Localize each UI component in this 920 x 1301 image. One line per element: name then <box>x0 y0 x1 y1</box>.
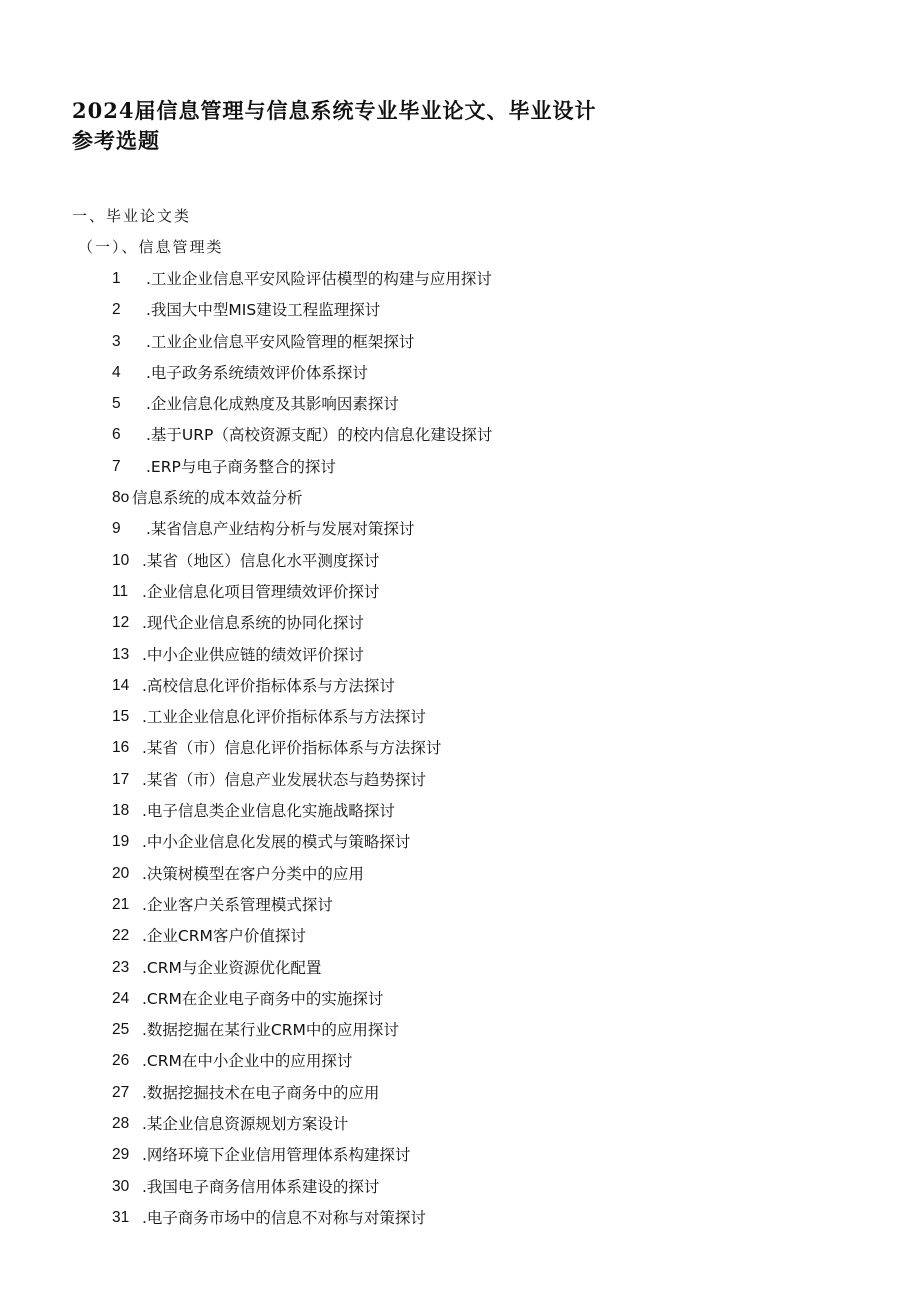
topic-number: 25 <box>112 1021 130 1039</box>
topic-text: .中小企业信息化发展的模式与策略探讨 <box>142 833 411 852</box>
topic-item <box>112 487 492 518</box>
topic-text: .企业信息化项目管理绩效评价探讨 <box>142 582 380 601</box>
topic-text: .决策树模型在客户分类中的应用 <box>142 864 364 883</box>
topic-item <box>112 424 492 455</box>
topic-text: .电子信息类企业信息化实施战略探讨 <box>142 802 395 821</box>
topic-item <box>112 1019 492 1050</box>
topic-number: 8o <box>112 489 130 507</box>
topic-item <box>112 1144 492 1175</box>
topic-item <box>112 1050 492 1081</box>
topic-number: 15 <box>112 708 130 726</box>
topic-text: .基于URP（高校资源支配）的校内信息化建设探讨 <box>146 426 493 445</box>
topic-number: 13 <box>112 645 130 663</box>
topic-number: 17 <box>112 770 130 788</box>
topic-text: .数据挖掘技术在电子商务中的应用 <box>142 1083 380 1102</box>
topic-number: 31 <box>112 1208 130 1226</box>
subsection-heading: （一）、信息管理类 <box>78 238 224 256</box>
topic-text: .工业企业信息化评价指标体系与方法探讨 <box>142 708 426 727</box>
topic-item <box>112 863 492 894</box>
topic-item <box>112 581 492 612</box>
topic-item <box>112 800 492 831</box>
topic-item <box>112 331 492 362</box>
topic-item <box>112 612 492 643</box>
topic-text: .我国电子商务信用体系建设的探讨 <box>142 1177 380 1196</box>
topic-number: 10 <box>112 551 130 569</box>
topic-item <box>112 957 492 988</box>
topic-item <box>112 1176 492 1207</box>
topic-text: .现代企业信息系统的协同化探讨 <box>142 614 364 633</box>
topic-text: .企业信息化成熟度及其影响因素探讨 <box>146 395 399 414</box>
topic-text: .工业企业信息平安风险管理的框架探讨 <box>146 332 415 351</box>
topic-item <box>112 644 492 675</box>
topic-number: 6 <box>112 426 121 444</box>
topic-text: .CRM与企业资源优化配置 <box>142 958 322 977</box>
topic-text: .ERP与电子商务整合的探讨 <box>146 457 336 476</box>
topic-number: 29 <box>112 1146 130 1164</box>
topic-item <box>112 988 492 1019</box>
section-heading: 一、毕业论文类 <box>72 207 192 225</box>
topic-number: 18 <box>112 802 130 820</box>
topic-number: 4 <box>112 363 121 381</box>
topic-number: 16 <box>112 739 130 757</box>
topic-number: 3 <box>112 332 121 350</box>
topic-number: 23 <box>112 958 130 976</box>
topic-text: .电子商务市场中的信息不对称与对策探讨 <box>142 1208 426 1227</box>
topic-item <box>112 925 492 956</box>
topic-number: 2 <box>112 301 121 319</box>
topic-text: .CRM在中小企业中的应用探讨 <box>142 1052 353 1071</box>
document-title: 2024届信息管理与信息系统专业毕业论文、毕业设计参考选题 <box>72 98 597 153</box>
topic-text: .企业CRM客户价值探讨 <box>142 927 306 946</box>
topic-number: 24 <box>112 989 130 1007</box>
topic-item <box>112 518 492 549</box>
topic-text: .某省（地区）信息化水平测度探讨 <box>142 551 380 570</box>
topic-text: .我国大中型MIS建设工程监理探讨 <box>146 301 381 320</box>
topic-item <box>112 393 492 424</box>
topic-number: 27 <box>112 1083 130 1101</box>
topic-item <box>112 1207 492 1238</box>
topic-text: .企业客户关系管理模式探讨 <box>142 895 333 914</box>
topic-text: .某省（市）信息化评价指标体系与方法探讨 <box>142 739 442 758</box>
topic-item <box>112 706 492 737</box>
topic-item <box>112 1082 492 1113</box>
topic-text: .某企业信息资源规划方案设计 <box>142 1115 349 1134</box>
topic-item <box>112 299 492 330</box>
topic-item <box>112 831 492 862</box>
topic-number: 14 <box>112 676 130 694</box>
topic-item <box>112 268 492 299</box>
topic-number: 9 <box>112 520 121 538</box>
topic-item <box>112 894 492 925</box>
topic-text: 信息系统的成本效益分析 <box>132 489 303 508</box>
topic-text: .电子政务系统绩效评价体系探讨 <box>146 363 368 382</box>
topic-list <box>112 268 492 1238</box>
topic-text: .高校信息化评价指标体系与方法探讨 <box>142 676 395 695</box>
topic-item <box>112 456 492 487</box>
topic-number: 12 <box>112 614 130 632</box>
topic-number: 30 <box>112 1177 130 1195</box>
topic-item <box>112 1113 492 1144</box>
topic-text: .工业企业信息平安风险评估模型的构建与应用探讨 <box>146 270 492 288</box>
topic-text: .某省（市）信息产业发展状态与趋势探讨 <box>142 770 426 789</box>
topic-text: .数据挖掘在某行业CRM中的应用探讨 <box>142 1021 399 1040</box>
topic-number: 20 <box>112 864 130 882</box>
topic-number: 5 <box>112 395 121 413</box>
topic-number: 19 <box>112 833 130 851</box>
topic-text: .中小企业供应链的绩效评价探讨 <box>142 645 364 664</box>
topic-text: .CRM在企业电子商务中的实施探讨 <box>142 989 384 1008</box>
topic-number: 26 <box>112 1052 130 1070</box>
topic-number: 11 <box>112 582 129 600</box>
topic-item <box>112 675 492 706</box>
topic-number: 7 <box>112 457 121 475</box>
topic-item <box>112 737 492 768</box>
topic-item <box>112 550 492 581</box>
topic-number: 28 <box>112 1115 130 1133</box>
topic-text: .某省信息产业结构分析与发展对策探讨 <box>146 520 415 539</box>
topic-number: 22 <box>112 927 130 945</box>
topic-number: 21 <box>112 895 130 913</box>
topic-item <box>112 362 492 393</box>
topic-item <box>112 769 492 800</box>
topic-number: 1 <box>112 270 121 287</box>
topic-text: .网络环境下企业信用管理体系构建探讨 <box>142 1146 411 1165</box>
